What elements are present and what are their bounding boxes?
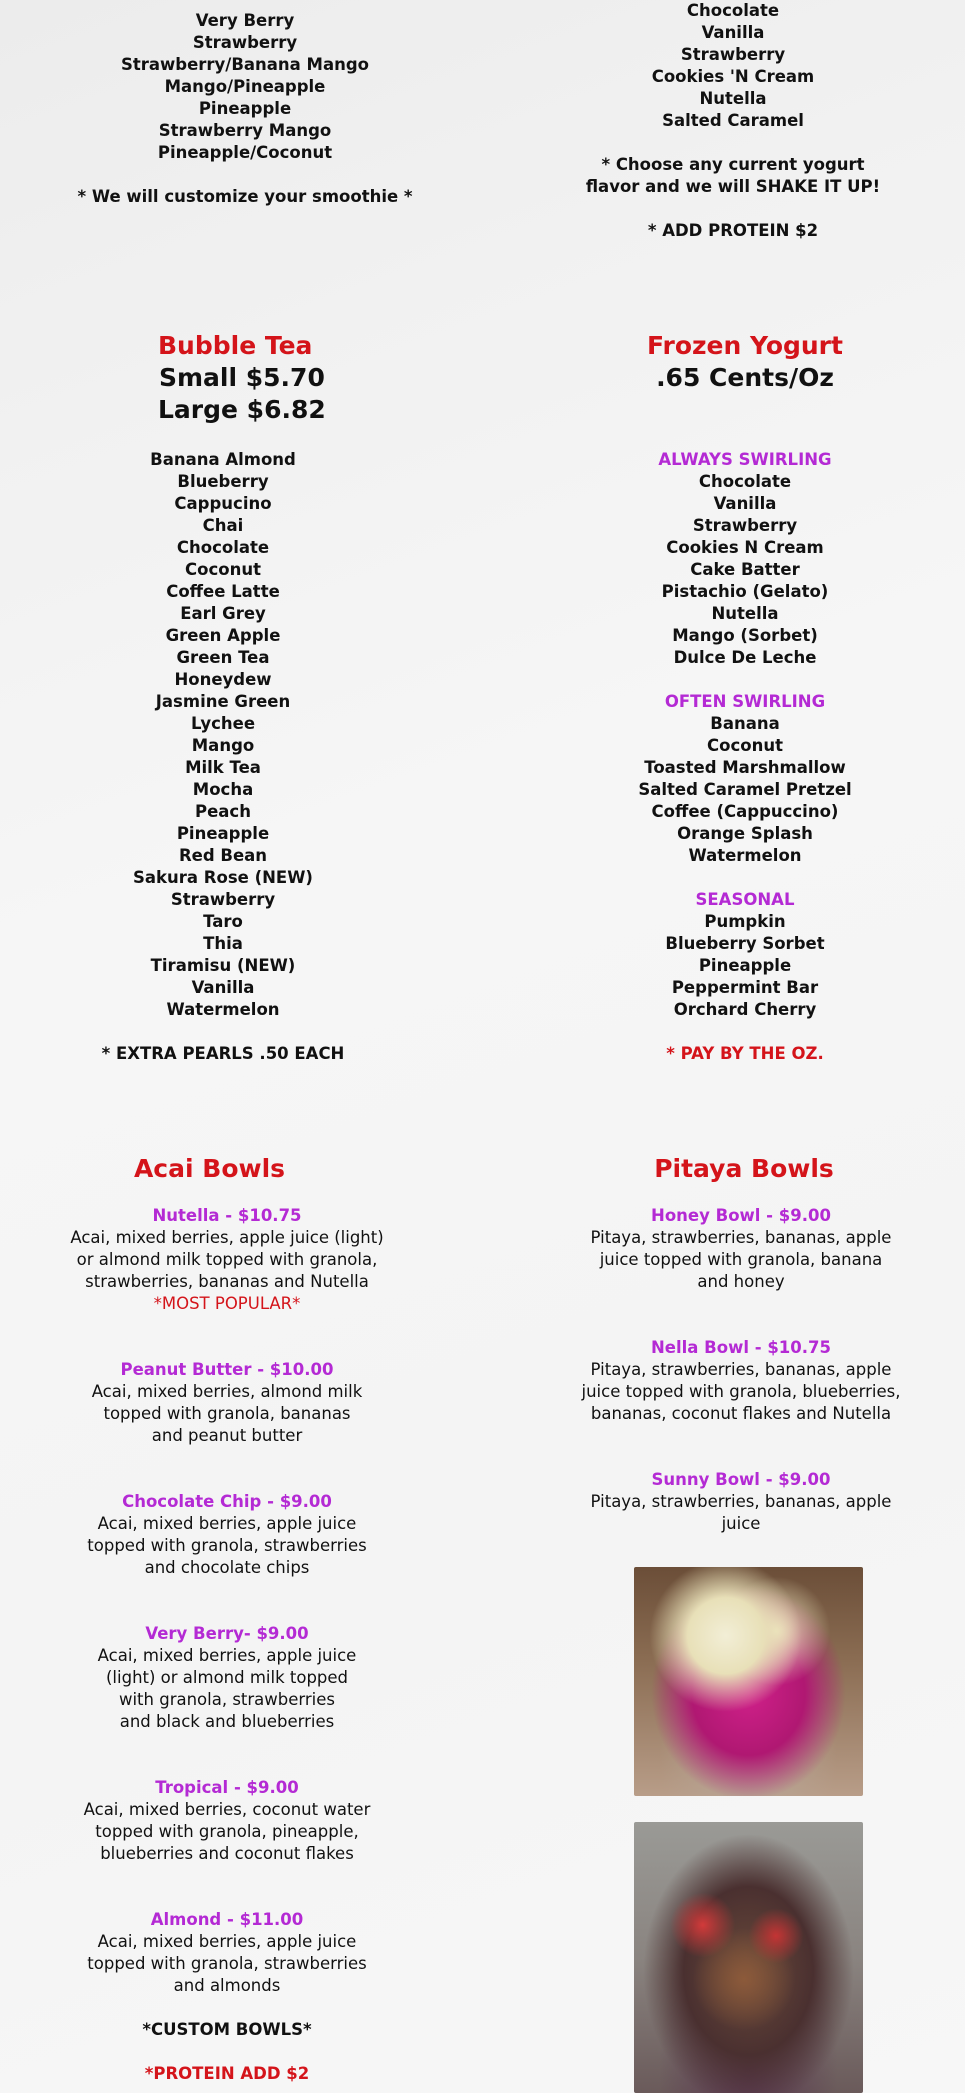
- yogurt-flavor: Nutella: [711, 604, 779, 623]
- shake-list: [528, 0, 938, 242]
- bubble-tea-flavor: Honeydew: [174, 670, 272, 689]
- pitaya-title: Pitaya Bowls: [654, 1154, 834, 1183]
- custom-bowls-note: *CUSTOM BOWLS*: [142, 2020, 312, 2039]
- frozen-yogurt-price: .65 Cents/Oz: [656, 363, 834, 392]
- acai-title: Acai Bowls: [133, 1154, 286, 1183]
- bubble-tea-flavor: Cappucino: [174, 494, 272, 513]
- yogurt-flavor: Orange Splash: [677, 824, 813, 843]
- bubble-tea-header: [100, 330, 350, 426]
- smoothie-item: Strawberry/Banana Mango: [120, 55, 369, 74]
- bubble-tea-large-price: Large $6.82: [158, 395, 326, 424]
- acai-bowl-desc: Acai, mixed berries, apple juice (light): [70, 1228, 384, 1247]
- acai-bowl-desc: Acai, mixed berries, coconut water: [83, 1800, 371, 1819]
- bubble-tea-flavor: Chocolate: [176, 538, 270, 557]
- bubble-tea-flavor: Banana Almond: [150, 450, 296, 469]
- acai-section: [27, 1153, 427, 2085]
- bubble-tea-flavor: Earl Grey: [180, 604, 266, 623]
- acai-bowl-desc: Acai, mixed berries, apple juice: [97, 1646, 357, 1665]
- yogurt-flavor: Toasted Marshmallow: [644, 758, 846, 777]
- pitaya-bowl-name: Sunny Bowl - $9.00: [651, 1470, 831, 1489]
- pitaya-bowl-name: Nella Bowl - $10.75: [650, 1338, 831, 1357]
- frozen-yogurt-title: Frozen Yogurt: [647, 331, 843, 360]
- protein-add-note: *PROTEIN ADD $2: [144, 2064, 310, 2083]
- shake-item: Cookies 'N Cream: [651, 67, 815, 86]
- bubble-tea-flavor: Mocha: [192, 780, 254, 799]
- bubble-tea-flavor: Blueberry: [177, 472, 269, 491]
- bubble-tea-flavor: Pineapple: [176, 824, 270, 843]
- pitaya-bowl-desc: bananas, coconut flakes and Nutella: [590, 1404, 892, 1423]
- yogurt-flavor: Cake Batter: [690, 560, 800, 579]
- shake-note-2: flavor and we will SHAKE IT UP!: [585, 177, 881, 196]
- smoothie-list: [40, 10, 450, 208]
- most-popular-badge: *MOST POPULAR*: [153, 1294, 301, 1313]
- acai-bowl-desc: with granola, strawberries: [118, 1690, 336, 1709]
- shake-item: Chocolate: [686, 1, 780, 20]
- acai-bowl-desc: topped with granola, bananas: [103, 1404, 351, 1423]
- bubble-tea-flavor: Jasmine Green: [155, 692, 291, 711]
- acai-bowl-name: Peanut Butter - $10.00: [120, 1360, 334, 1379]
- acai-bowl-desc: and almonds: [173, 1976, 281, 1995]
- yogurt-flavor: Mango (Sorbet): [672, 626, 818, 645]
- yogurt-flavor: Watermelon: [688, 846, 802, 865]
- smoothie-item: Pineapple/Coconut: [157, 143, 333, 162]
- pay-by-oz-note: * PAY BY THE OZ.: [666, 1044, 824, 1063]
- shake-item: Strawberry: [680, 45, 786, 64]
- bubble-tea-flavor: Red Bean: [178, 846, 268, 865]
- bubble-tea-flavor: Tiramisu (NEW): [150, 956, 296, 975]
- acai-bowl-name: Tropical - $9.00: [155, 1778, 299, 1797]
- acai-bowl-name: Almond - $11.00: [150, 1910, 304, 1929]
- bubble-tea-flavor: Green Apple: [165, 626, 281, 645]
- bubble-tea-flavor: Watermelon: [166, 1000, 280, 1019]
- bubble-tea-flavor: Chai: [202, 516, 244, 535]
- yogurt-flavor: Blueberry Sorbet: [665, 934, 825, 953]
- acai-bowl-name: Chocolate Chip - $9.00: [122, 1492, 332, 1511]
- shake-item: Nutella: [699, 89, 767, 108]
- bubble-tea-flavor: Vanilla: [191, 978, 255, 997]
- pitaya-bowl-photo: [634, 1567, 863, 1796]
- pitaya-bowl-desc: juice topped with granola, blueberries,: [581, 1382, 901, 1401]
- smoothie-note: * We will customize your smoothie *: [77, 187, 413, 206]
- yogurt-flavor: Dulce De Leche: [673, 648, 817, 667]
- acai-bowl-desc: and peanut butter: [151, 1426, 303, 1445]
- shake-item: Vanilla: [701, 23, 765, 42]
- bubble-tea-flavor: Coconut: [185, 560, 261, 579]
- acai-bowl-name: Nutella - $10.75: [152, 1206, 302, 1225]
- bubble-tea-flavor: Peach: [195, 802, 251, 821]
- smoothie-item: Very Berry: [195, 11, 295, 30]
- acai-bowl-desc: topped with granola, strawberries: [87, 1536, 367, 1555]
- yogurt-flavor: Chocolate: [698, 472, 792, 491]
- acai-bowl-desc: topped with granola, pineapple,: [95, 1822, 359, 1841]
- yogurt-flavor: Cookies N Cream: [666, 538, 824, 557]
- acai-bowl-photo: [634, 1822, 863, 2093]
- bubble-tea-note: * EXTRA PEARLS .50 EACH: [101, 1044, 345, 1063]
- acai-bowl-desc: topped with granola, strawberries: [87, 1954, 367, 1973]
- acai-bowl-desc: and black and blueberries: [119, 1712, 335, 1731]
- yogurt-flavor: Vanilla: [713, 494, 777, 513]
- bubble-tea-flavor: Mango: [191, 736, 255, 755]
- frozen-yogurt-header: [545, 330, 945, 394]
- bubble-tea-flavor: Milk Tea: [185, 758, 261, 777]
- acai-bowl-desc: Acai, mixed berries, almond milk: [91, 1382, 363, 1401]
- yogurt-flavor: Orchard Cherry: [673, 1000, 817, 1019]
- bubble-tea-flavor: Thia: [203, 934, 243, 953]
- yogurt-flavor: Pineapple: [698, 956, 792, 975]
- bubble-tea-small-price: Small $5.70: [159, 363, 325, 392]
- bubble-tea-flavor: Lychee: [190, 714, 256, 733]
- yogurt-flavor: Banana: [710, 714, 780, 733]
- acai-bowl-desc: or almond milk topped with granola,: [76, 1250, 378, 1269]
- acai-bowl-desc: Acai, mixed berries, apple juice: [97, 1514, 357, 1533]
- shake-note-1: * Choose any current yogurt: [601, 155, 865, 174]
- smoothie-item: Strawberry Mango: [158, 121, 332, 140]
- yogurt-flavor: Salted Caramel Pretzel: [638, 780, 852, 799]
- pitaya-bowl-desc: juice topped with granola, banana: [599, 1250, 883, 1269]
- yogurt-flavor: Pumpkin: [704, 912, 786, 931]
- pitaya-bowl-desc: and honey: [697, 1272, 785, 1291]
- bubble-tea-flavor: Coffee Latte: [166, 582, 280, 601]
- shake-protein-note: * ADD PROTEIN $2: [647, 221, 819, 240]
- acai-bowl-name: Very Berry- $9.00: [145, 1624, 309, 1643]
- yogurt-flavor: Pistachio (Gelato): [661, 582, 829, 601]
- seasonal-heading: SEASONAL: [695, 890, 795, 909]
- pitaya-bowl-desc: juice: [721, 1514, 761, 1533]
- bubble-tea-title: Bubble Tea: [158, 331, 313, 360]
- yogurt-flavor: Coconut: [707, 736, 783, 755]
- yogurt-flavor: Coffee (Cappuccino): [651, 802, 839, 821]
- pitaya-bowl-desc: Pitaya, strawberries, bananas, apple: [590, 1492, 892, 1511]
- smoothie-item: Strawberry: [192, 33, 298, 52]
- acai-bowl-desc: blueberries and coconut flakes: [100, 1844, 354, 1863]
- bubble-tea-flavor-list: [23, 449, 423, 1065]
- bubble-tea-flavor: Strawberry: [170, 890, 276, 909]
- bubble-tea-flavor: Green Tea: [176, 648, 270, 667]
- yogurt-flavor: Strawberry: [692, 516, 798, 535]
- often-swirling-heading: OFTEN SWIRLING: [664, 692, 826, 711]
- frozen-yogurt-list: [545, 449, 945, 1065]
- pitaya-bowl-name: Honey Bowl - $9.00: [651, 1206, 831, 1225]
- pitaya-bowl-desc: Pitaya, strawberries, bananas, apple: [590, 1360, 892, 1379]
- acai-bowl-desc: (light) or almond milk topped: [105, 1668, 349, 1687]
- bubble-tea-flavor: Taro: [203, 912, 243, 931]
- acai-bowl-desc: Acai, mixed berries, apple juice: [97, 1932, 357, 1951]
- shake-item: Salted Caramel: [662, 111, 804, 130]
- always-swirling-heading: ALWAYS SWIRLING: [658, 450, 832, 469]
- yogurt-flavor: Peppermint Bar: [671, 978, 819, 997]
- bubble-tea-flavor: Sakura Rose (NEW): [133, 868, 313, 887]
- acai-bowl-desc: and chocolate chips: [144, 1558, 310, 1577]
- acai-bowl-desc: strawberries, bananas and Nutella: [85, 1272, 369, 1291]
- smoothie-item: Mango/Pineapple: [164, 77, 326, 96]
- smoothie-item: Pineapple: [198, 99, 292, 118]
- pitaya-bowl-desc: Pitaya, strawberries, bananas, apple: [590, 1228, 892, 1247]
- pitaya-section: [541, 1153, 941, 1535]
